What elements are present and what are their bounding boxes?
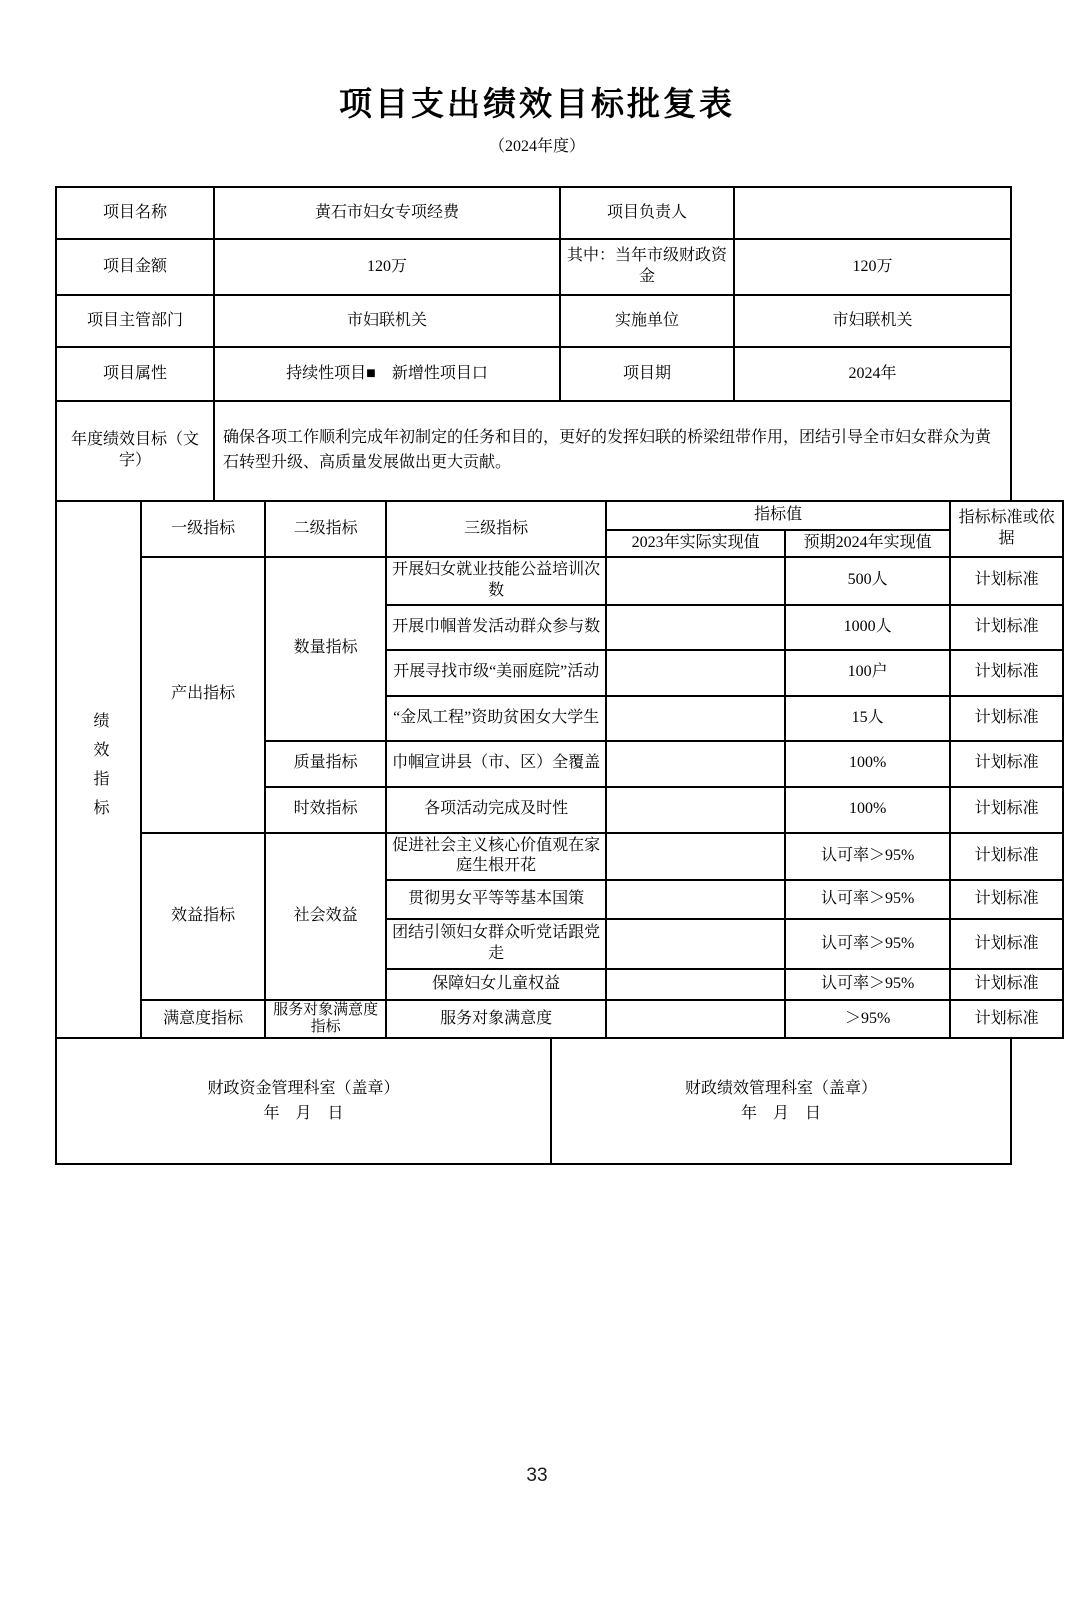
header-value-2024: 预期2024年实现值 — [785, 530, 950, 557]
level2-social-benefit-cell: 社会效益 — [265, 833, 386, 1001]
standard-cell: 计划标准 — [950, 1000, 1063, 1038]
value-2023-cell — [606, 919, 785, 969]
value-2024-cell: 1000人 — [785, 605, 950, 650]
value-2023-cell — [606, 605, 785, 650]
performance-management-date: 年 月 日 — [740, 1105, 821, 1123]
project-name-value: 黄石市妇女专项经费 — [214, 187, 560, 239]
indicator-name-cell: 促进社会主义核心价值观在家庭生根开花 — [386, 833, 606, 881]
fund-management-seal-title: 财政资金管理科室（盖章） — [207, 1079, 400, 1097]
project-leader-value — [734, 187, 1011, 239]
table-row — [56, 347, 1011, 401]
annual-goal-label: 年度绩效目标（文字） — [56, 401, 214, 501]
level2-service-satisfaction-cell: 服务对象满意度指标 — [265, 1000, 386, 1038]
standard-cell: 计划标准 — [950, 880, 1063, 919]
project-period-value: 2024年 — [734, 347, 1011, 401]
indicator-row — [56, 1000, 1063, 1038]
city-fund-label: 其中：当年市级财政资金 — [560, 239, 734, 295]
city-fund-value: 120万 — [734, 239, 1011, 295]
standard-cell: 计划标准 — [950, 741, 1063, 787]
indicator-name-cell: 各项活动完成及时性 — [386, 787, 606, 833]
fund-management-seal-cell — [56, 1038, 551, 1164]
level1-satisfaction-cell: 满意度指标 — [141, 1000, 265, 1038]
level1-benefit-cell: 效益指标 — [141, 833, 265, 1001]
value-2024-cell: 认可率＞95% — [785, 969, 950, 1000]
annual-goal-text: 确保各项工作顺利完成年初制定的任务和目的，更好的发挥妇联的桥梁纽带作用，团结引导全市妇女群众为黄石转型升级、高质量发展做出更大贡献。 — [214, 401, 1011, 501]
value-2024-cell: 500人 — [785, 557, 950, 605]
table-row — [56, 295, 1011, 347]
value-2023-cell — [606, 880, 785, 919]
signature-footer-table — [55, 1037, 1012, 1165]
header-value-group: 指标值 — [606, 501, 950, 530]
project-attribute-value: 持续性项目■ 新增性项目口 — [214, 347, 560, 401]
value-2023-cell — [606, 787, 785, 833]
document-page — [0, 78, 1074, 1487]
performance-indicators-side-label: 绩效指标 — [56, 501, 141, 1038]
value-2023-cell — [606, 557, 785, 605]
indicator-row — [56, 557, 1063, 605]
indicator-name-cell: 服务对象满意度 — [386, 1000, 606, 1038]
performance-management-seal-title: 财政绩效管理科室（盖章） — [684, 1079, 877, 1097]
value-2024-cell: 认可率＞95% — [785, 880, 950, 919]
project-name-label: 项目名称 — [56, 187, 214, 239]
value-2023-cell — [606, 833, 785, 881]
standard-cell: 计划标准 — [950, 605, 1063, 650]
level2-quality-cell: 质量指标 — [265, 741, 386, 787]
header-level2: 二级指标 — [265, 501, 386, 557]
project-leader-label: 项目负责人 — [560, 187, 734, 239]
value-2024-cell: ＞95% — [785, 1000, 950, 1038]
indicators-table — [55, 500, 1064, 1039]
header-value-2023: 2023年实际实现值 — [606, 530, 785, 557]
standard-cell: 计划标准 — [950, 787, 1063, 833]
project-amount-value: 120万 — [214, 239, 560, 295]
value-2024-cell: 100% — [785, 787, 950, 833]
project-period-label: 项目期 — [560, 347, 734, 401]
indicator-name-cell: 开展寻找市级“美丽庭院”活动 — [386, 650, 606, 696]
header-level1: 一级指标 — [141, 501, 265, 557]
implement-unit-label: 实施单位 — [560, 295, 734, 347]
value-2023-cell — [606, 696, 785, 741]
value-2024-cell: 100% — [785, 741, 950, 787]
value-2023-cell — [606, 741, 785, 787]
page-number: 33 — [526, 1465, 548, 1487]
indicator-name-cell: 贯彻男女平等等基本国策 — [386, 880, 606, 919]
value-2023-cell — [606, 1000, 785, 1038]
level1-output-cell: 产出指标 — [141, 557, 265, 833]
header-level3: 三级指标 — [386, 501, 606, 557]
value-2024-cell: 认可率＞95% — [785, 833, 950, 881]
indicators-header-row — [56, 501, 1063, 530]
standard-cell: 计划标准 — [950, 833, 1063, 881]
value-2023-cell — [606, 969, 785, 1000]
indicator-row — [56, 833, 1063, 881]
value-2024-cell: 100户 — [785, 650, 950, 696]
project-info-table — [55, 186, 1012, 502]
indicator-name-cell: 开展巾帼普发活动群众参与数 — [386, 605, 606, 650]
standard-cell: 计划标准 — [950, 969, 1063, 1000]
level2-timeliness-cell: 时效指标 — [265, 787, 386, 833]
table-row — [56, 401, 1011, 501]
standard-cell: 计划标准 — [950, 557, 1063, 605]
project-attribute-label: 项目属性 — [56, 347, 214, 401]
level2-quantity-cell: 数量指标 — [265, 557, 386, 741]
value-2023-cell — [606, 650, 785, 696]
indicator-name-cell: 团结引领妇女群众听党话跟党走 — [386, 919, 606, 969]
value-2024-cell: 15人 — [785, 696, 950, 741]
supervisor-dept-label: 项目主管部门 — [56, 295, 214, 347]
supervisor-dept-value: 市妇联机关 — [214, 295, 560, 347]
standard-cell: 计划标准 — [950, 650, 1063, 696]
fund-management-date: 年 月 日 — [263, 1105, 344, 1123]
indicator-name-cell: “金凤工程”资助贫困女大学生 — [386, 696, 606, 741]
standard-cell: 计划标准 — [950, 919, 1063, 969]
value-2024-cell: 认可率＞95% — [785, 919, 950, 969]
document-year: （2024年度） — [488, 138, 585, 155]
table-row — [56, 239, 1011, 295]
table-row — [56, 1038, 1011, 1164]
standard-cell: 计划标准 — [950, 696, 1063, 741]
document-title: 项目支出绩效目标批复表 — [339, 87, 735, 123]
implement-unit-value: 市妇联机关 — [734, 295, 1011, 347]
table-row — [56, 187, 1011, 239]
header-standard: 指标标准或依据 — [950, 501, 1063, 557]
indicator-name-cell: 开展妇女就业技能公益培训次数 — [386, 557, 606, 605]
performance-management-seal-cell — [551, 1038, 1011, 1164]
indicator-name-cell: 巾帼宣讲县（市、区）全覆盖 — [386, 741, 606, 787]
indicator-name-cell: 保障妇女儿童权益 — [386, 969, 606, 1000]
project-amount-label: 项目金额 — [56, 239, 214, 295]
